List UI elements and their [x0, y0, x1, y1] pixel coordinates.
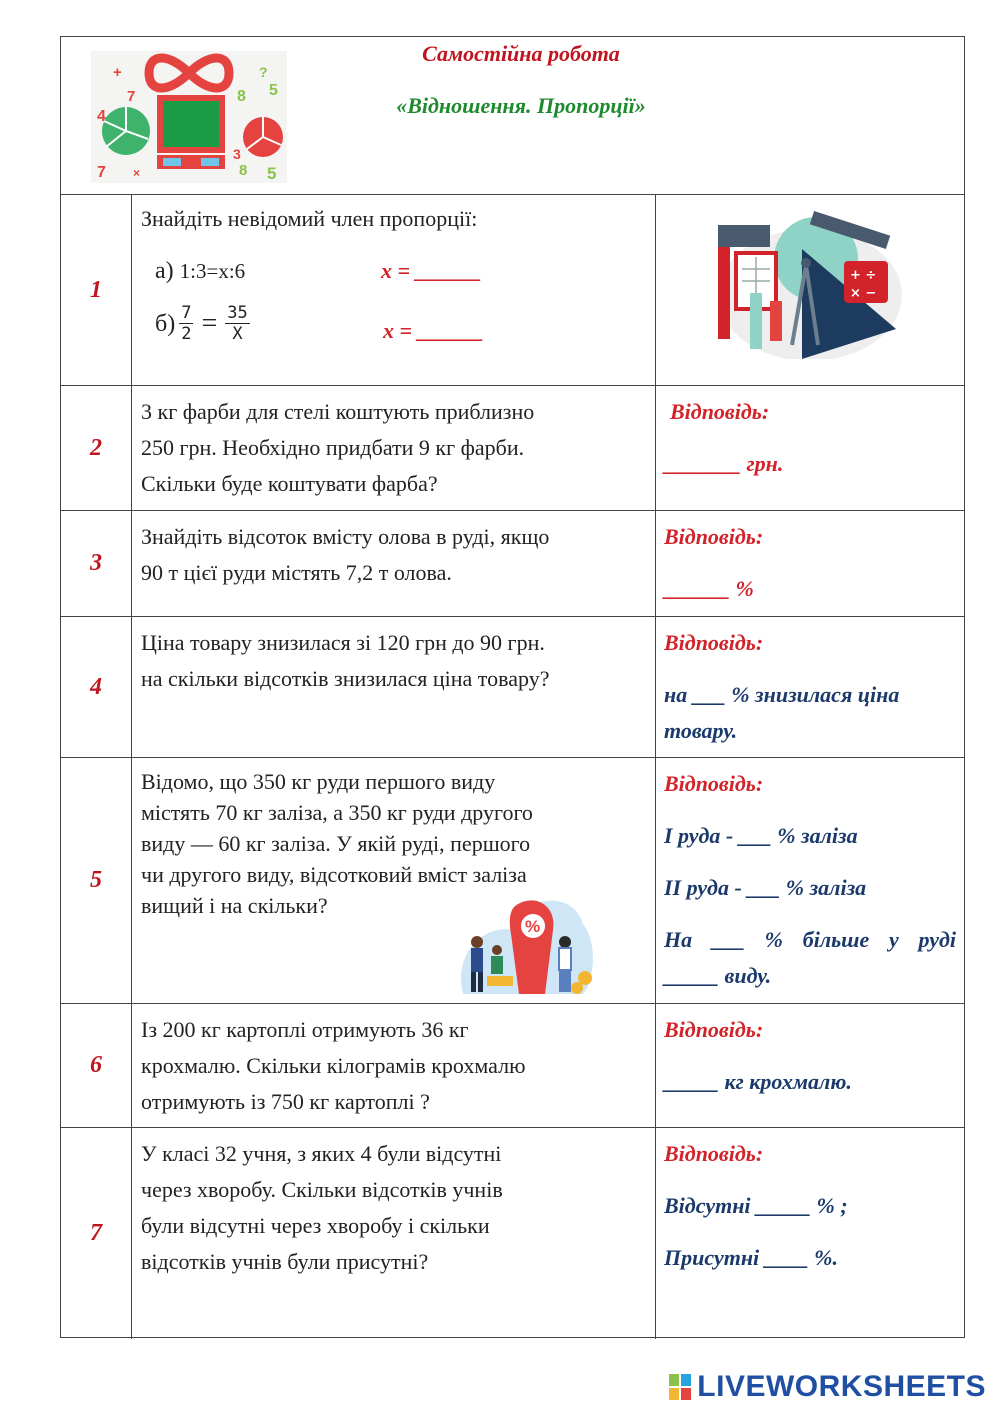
task-line: Відомо, що 350 кг руди першого виду	[141, 769, 496, 794]
equation-b-label: б)	[155, 310, 176, 337]
svg-text:5: 5	[269, 82, 278, 99]
svg-text:8: 8	[239, 162, 248, 179]
answer-cell	[656, 617, 964, 757]
answer-cell	[656, 195, 964, 385]
worksheet-subtitle: «Відношення. Пропорції»	[396, 93, 646, 118]
fraction-right-numerator: 35	[227, 303, 248, 323]
answer-cell	[656, 386, 964, 510]
answer-cell	[656, 1128, 964, 1339]
answer-label: Відповідь:	[664, 1017, 764, 1042]
task-line: вищий і на скільки?	[141, 893, 328, 918]
task-text	[131, 617, 656, 757]
task-text	[131, 386, 656, 510]
task-line: на скільки відсотків знизилася ціна товару?	[141, 666, 550, 691]
svg-text:+ ÷: + ÷	[850, 268, 877, 283]
answer-field[interactable]: Відсутні _____ % ;	[664, 1193, 848, 1218]
task-line: У класі 32 учня, з яких 4 були відсутні	[141, 1141, 502, 1166]
task-line: Із 200 кг картоплі отримують 36 кг	[141, 1017, 469, 1042]
task-text	[131, 1004, 656, 1127]
task-line: через хворобу. Скільки відсотків учнів	[141, 1177, 503, 1202]
task-line: 250 грн. Необхідно придбати 9 кг фарби.	[141, 435, 525, 460]
answer-label: Відповідь:	[664, 1141, 764, 1166]
svg-text:4: 4	[97, 108, 106, 125]
answer-field-a[interactable]: x = ______	[381, 258, 482, 283]
task-number: 2	[61, 386, 132, 510]
answer-label: Відповідь:	[664, 771, 764, 796]
liveworksheets-icon	[669, 1374, 691, 1400]
answer-field[interactable]: ______ %	[664, 576, 754, 601]
task-number: 4	[61, 617, 132, 757]
answer-line: товару.	[664, 718, 738, 743]
worksheet-title: Самостійна робота	[422, 41, 620, 66]
equation-a-label: а)	[155, 258, 174, 284]
answer-label: Відповідь:	[664, 630, 764, 655]
header-row	[61, 37, 964, 195]
svg-text:3: 3	[233, 146, 241, 162]
task-row-2	[61, 386, 964, 511]
fraction-right	[225, 303, 249, 344]
answer-field-b[interactable]: x = ______	[383, 318, 484, 343]
svg-text:8: 8	[237, 88, 246, 105]
task-row-4	[61, 617, 964, 758]
svg-text:+: +	[113, 64, 122, 81]
svg-text:7: 7	[97, 164, 106, 181]
answer-field[interactable]: _____ кг крохмалю.	[664, 1069, 852, 1094]
answer-field[interactable]: Присутні ____ %.	[664, 1245, 838, 1270]
equals-sign: =	[201, 307, 218, 339]
answer-field[interactable]: _____ виду.	[664, 963, 772, 988]
task-line: виду — 60 кг заліза. У якій руді, першого	[141, 831, 531, 856]
answer-cell	[656, 758, 964, 1003]
task-line: Знайдіть відсоток вмісту олова в руді, якщо	[141, 524, 550, 549]
task-text	[131, 511, 656, 616]
svg-text:5: 5	[267, 164, 277, 183]
task-line: крохмалю. Скільки кілограмів крохмалю	[141, 1053, 526, 1078]
svg-text:?: ?	[259, 64, 268, 80]
geometry-tools-illustration	[706, 209, 902, 359]
task-line: містять 70 кг заліза, а 350 кг руди другого	[141, 800, 533, 825]
task-number: 1	[61, 195, 132, 385]
task-line: Ціна товару знизилася зі 120 грн до 90 грн.	[141, 630, 545, 655]
task-number: 6	[61, 1004, 132, 1127]
math-toys-illustration	[91, 51, 287, 183]
task-row-7	[61, 1128, 964, 1339]
task-text	[131, 758, 656, 1003]
equation-a-expression: 1:3=x:6	[179, 259, 246, 283]
fraction-right-denominator: X	[232, 324, 243, 344]
answer-cell	[656, 1004, 964, 1127]
equation-b	[155, 303, 250, 344]
svg-text:7: 7	[127, 88, 136, 105]
equation-a	[155, 253, 245, 289]
task-number: 7	[61, 1128, 132, 1339]
task-row-3	[61, 511, 964, 617]
answer-field[interactable]: II руда - ___ % заліза	[664, 875, 867, 900]
fraction-left-numerator: 7	[181, 303, 192, 323]
worksheet-table	[60, 36, 965, 1338]
task-text	[131, 195, 656, 385]
task-row-5	[61, 758, 964, 1004]
answer-field[interactable]: на ___ % знизилася ціна	[664, 682, 900, 707]
answer-cell	[656, 511, 964, 616]
task-line: отримують із 750 кг картоплі ?	[141, 1089, 430, 1114]
task-row-6	[61, 1004, 964, 1128]
liveworksheets-wordmark: LIVEWORKSHEETS	[697, 1370, 986, 1403]
task-line: чи другого виду, відсотковий вміст заліза	[141, 862, 527, 887]
liveworksheets-logo[interactable]	[669, 1370, 986, 1404]
fraction-left	[179, 303, 193, 344]
svg-text:× −: × −	[850, 286, 877, 301]
task-number: 3	[61, 511, 132, 616]
answer-label: Відповідь:	[664, 524, 764, 549]
task-row-1	[61, 195, 964, 386]
task-intro: Знайдіть невідомий член пропорції:	[141, 206, 478, 231]
task-line: відсотків учнів були присутні?	[141, 1249, 429, 1274]
task-line: 3 кг фарби для стелі коштують приблизно	[141, 399, 535, 424]
task-line: були відсутні через хворобу і скільки	[141, 1213, 490, 1238]
answer-field[interactable]: I руда - ___ % заліза	[664, 823, 858, 848]
fraction-left-denominator: 2	[181, 324, 192, 344]
task-line: 90 т цієї руди містять 7,2 т олова.	[141, 560, 452, 585]
svg-text:×: ×	[133, 166, 141, 180]
answer-field[interactable]: На ___ % більше у руді	[664, 927, 956, 952]
percent-badge: %	[525, 917, 541, 936]
answer-label: Відповідь:	[670, 399, 770, 424]
percent-people-illustration	[453, 884, 599, 996]
task-line: Скільки буде коштувати фарба?	[141, 471, 438, 496]
task-number: 5	[61, 758, 132, 1003]
task-text	[131, 1128, 656, 1339]
answer-field[interactable]: _______ грн.	[664, 451, 784, 476]
